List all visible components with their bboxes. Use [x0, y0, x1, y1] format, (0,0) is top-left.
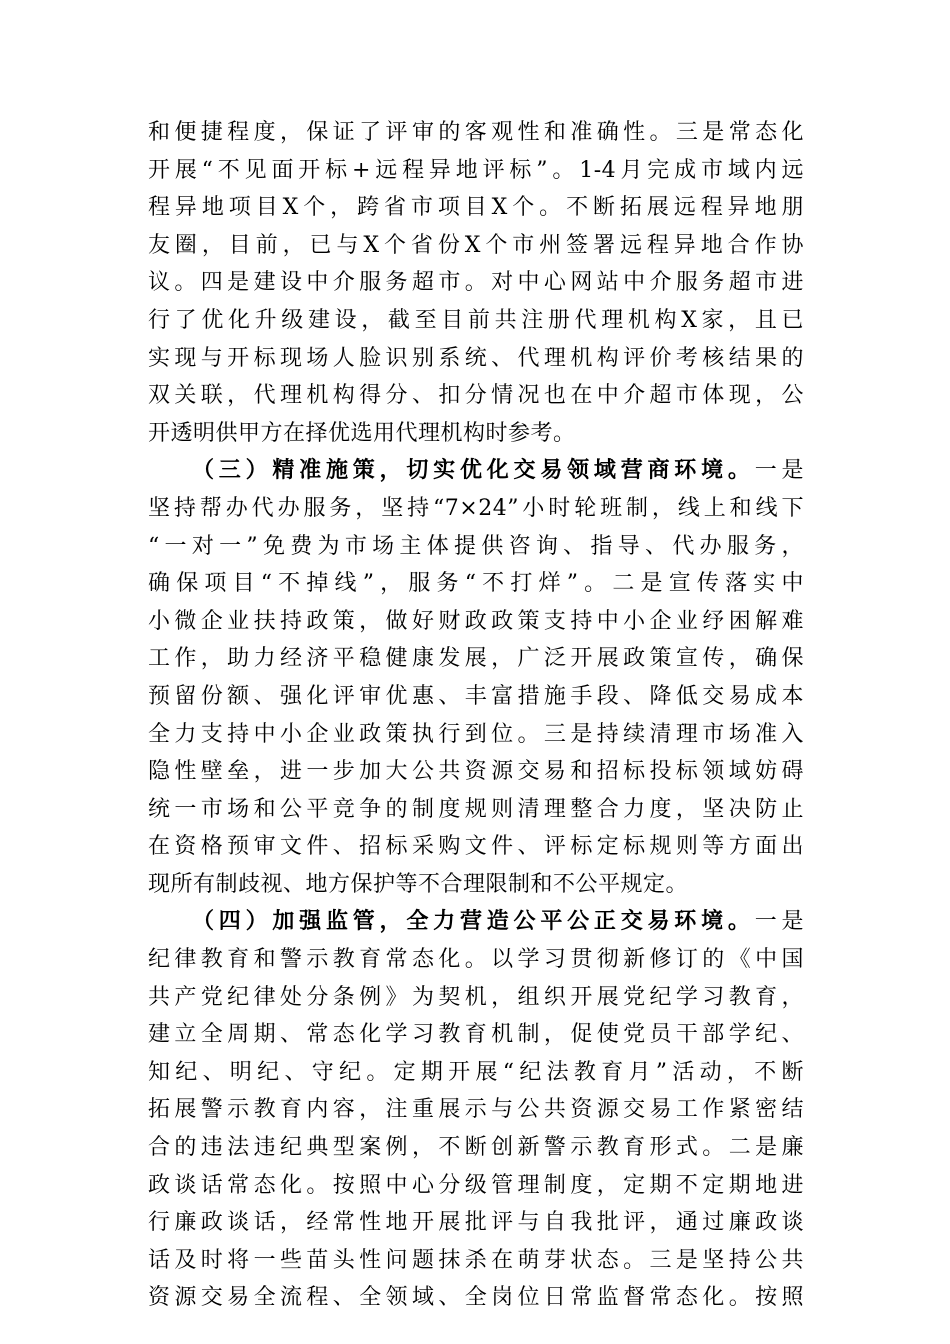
text-run: 一是 [754, 458, 804, 484]
text-run: 一是 [754, 909, 804, 935]
paragraph-heading-line [148, 903, 804, 941]
text-line: 拓展警示教育内容，注重展示与公共资源交易工作紧密结 [148, 1097, 804, 1123]
paragraph-1 [148, 114, 804, 452]
text-line: 和便捷程度，保证了评审的客观性和准确性。三是常态化 [148, 120, 804, 145]
section-heading: （四）加强监管，全力营造公平公正交易环境。 [192, 908, 755, 935]
paragraph-heading-line [148, 452, 804, 490]
text-line: 友圈，目前，已与X个省份X个市州签署远程异地合作协 [148, 232, 804, 258]
document-page [148, 114, 804, 1317]
text-line: 知纪、明纪、守纪。定期开展“纪法教育月”活动，不断 [148, 1059, 804, 1085]
text-line: 开透明供甲方在择优选用代理机构时参考。 [148, 420, 576, 446]
paragraph-2 [148, 452, 804, 903]
text-line: 资源交易全流程、全领域、全岗位日常监督常态化。按照 [148, 1285, 804, 1311]
text-line: 坚持帮办代办服务，坚持“7×24”小时轮班制，线上和线下 [148, 495, 804, 521]
text-line: 现所有制歧视、地方保护等不合理限制和不公平规定。 [148, 871, 689, 897]
text-line: 纪律教育和警示教育常态化。以学习贯彻新修订的《中国 [148, 947, 804, 973]
text-line: 共产党纪律处分条例》为契机，组织开展党纪学习教育， [148, 984, 804, 1010]
text-line: 双关联，代理机构得分、扣分情况也在中介超市体现，公 [148, 383, 804, 409]
text-line: 预留份额、强化评审优惠、丰富措施手段、降低交易成本 [148, 683, 804, 709]
text-line: 行了优化升级建设，截至目前共注册代理机构X家，且已 [148, 307, 804, 333]
text-line: 确保项目“不掉线”，服务“不打烊”。二是宣传落实中 [148, 571, 804, 597]
text-line: 程异地项目X个，跨省市项目X个。不断拓展远程异地朋 [148, 195, 804, 221]
text-line: 小微企业扶持政策，做好财政政策支持中小企业纾困解难 [148, 608, 804, 634]
text-line: 开展“不见面开标+远程异地评标”。1-4月完成市域内远 [148, 157, 804, 183]
section-heading: （三）精准施策，切实优化交易领域营商环境。 [192, 457, 755, 484]
text-line: 话及时将一些苗头性问题抹杀在萌芽状态。三是坚持公共 [148, 1247, 804, 1273]
text-line: 统一市场和公平竞争的制度规则清理整合力度，坚决防止 [148, 796, 804, 822]
text-line: 行廉政谈话，经常性地开展批评与自我批评，通过廉政谈 [148, 1210, 804, 1236]
text-line: 建立全周期、常态化学习教育机制，促使党员干部学纪、 [148, 1022, 804, 1048]
paragraph-3 [148, 903, 804, 1317]
text-line: 隐性壁垒，进一步加大公共资源交易和招标投标领域妨碍 [148, 759, 804, 785]
text-line: 全力支持中小企业政策执行到位。三是持续清理市场准入 [148, 721, 804, 747]
text-line: 政谈话常态化。按照中心分级管理制度，定期不定期地进 [148, 1172, 804, 1198]
text-line: 实现与开标现场人脸识别系统、代理机构评价考核结果的 [148, 345, 804, 371]
text-line: 合的违法违纪典型案例，不断创新警示教育形式。二是廉 [148, 1135, 804, 1161]
text-line: 在资格预审文件、招标采购文件、评标定标规则等方面出 [148, 834, 804, 860]
text-line: “一对一”免费为市场主体提供咨询、指导、代办服务， [148, 533, 804, 559]
text-line: 工作，助力经济平稳健康发展，广泛开展政策宣传，确保 [148, 646, 804, 672]
text-line: 议。四是建设中介服务超市。对中心网站中介服务超市进 [148, 270, 804, 296]
